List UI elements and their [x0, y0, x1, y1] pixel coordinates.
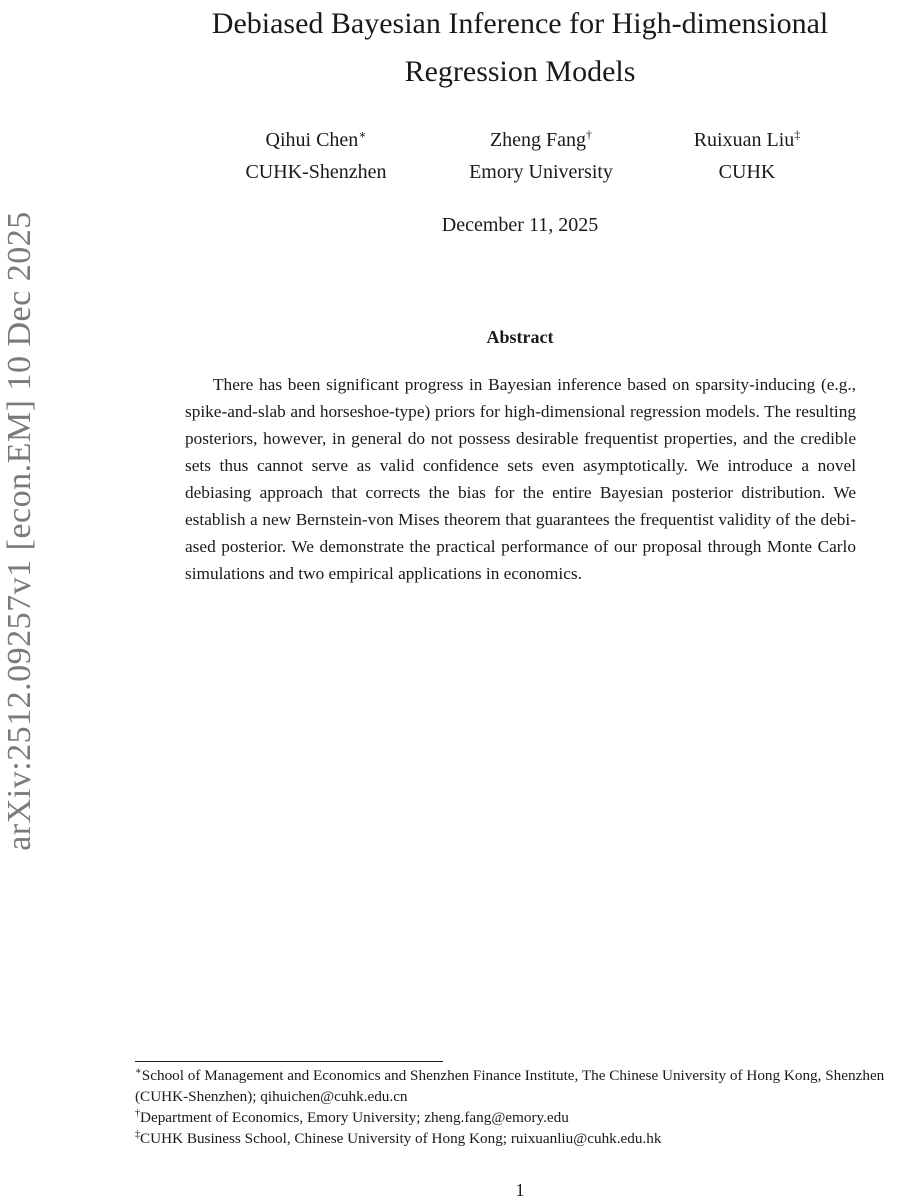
footnote-mark: ‡ [135, 1128, 140, 1140]
footnote-mark: † [135, 1107, 140, 1119]
author-qihui-chen [196, 124, 436, 188]
paper-title [150, 0, 890, 96]
footnote-mark: ∗ [135, 1065, 142, 1077]
footnote-author-1 [135, 1065, 908, 1107]
page-number: 1 [515, 1180, 525, 1200]
footnotes [135, 1065, 908, 1149]
author-footnote-mark: ∗ [358, 127, 367, 142]
footnote-author-3 [135, 1128, 908, 1149]
author-affiliation: CUHK [718, 161, 776, 183]
abstract-text: There has been significant progress in Bayesian inference based on sparsity-inducing (e.g., spike-and-slab and horseshoe-type) priors for high-dimensional regression models. The resulting posteriors, however, in general do not possess desirable frequentist properties, and the credible sets thus cannot serve as valid confidence sets even asymptotically. We introduce a novel debiasing approach that corrects the bias for the entire Bayesian posterior distribution. We establish a new Bernstein-von Mises theorem that guarantees the frequentist validity of the debiased posterior. We demonstrate the practical performance of our proposal through Monte Carlo simulations and two empirical applications in economics. [185, 375, 856, 583]
author-affiliation: Emory University [469, 161, 613, 183]
footnote-divider [135, 1061, 443, 1062]
author-affiliation: CUHK-Shenzhen [245, 161, 387, 183]
author-name: Ruixuan Liu [693, 129, 795, 151]
author-block [0, 124, 908, 188]
title-line-2: Regression Models [404, 55, 636, 88]
publication-date: December 11, 2025 [441, 214, 599, 236]
author-name: Zheng Fang [489, 129, 587, 151]
footnote-text: Department of Economics, Emory University; zheng.fang@emory.edu [140, 1109, 569, 1126]
footnote-text: School of Management and Economics and Shenzhen Finance Institute, The Chinese University of Hong Kong, Shenzhen (CUHK-Shenzhen); qihuichen@cuhk.edu.cn [135, 1067, 885, 1105]
author-ruixuan-liu [627, 124, 867, 188]
footnote-author-2 [135, 1107, 908, 1128]
abstract-heading: Abstract [486, 327, 554, 347]
title-line-1: Debiased Bayesian Inference for High-dimensional [211, 7, 829, 40]
footnote-text: CUHK Business School, Chinese University of Hong Kong; ruixuanliu@cuhk.edu.hk [140, 1130, 662, 1147]
author-zheng-fang [421, 124, 661, 188]
author-footnote-mark: † [586, 127, 593, 142]
author-footnote-mark: ‡ [794, 127, 801, 142]
author-name: Qihui Chen [265, 129, 359, 151]
arxiv-identifier-stamp: arXiv:2512.09257v1 [econ.EM] 10 Dec 2025 [1, 211, 38, 851]
